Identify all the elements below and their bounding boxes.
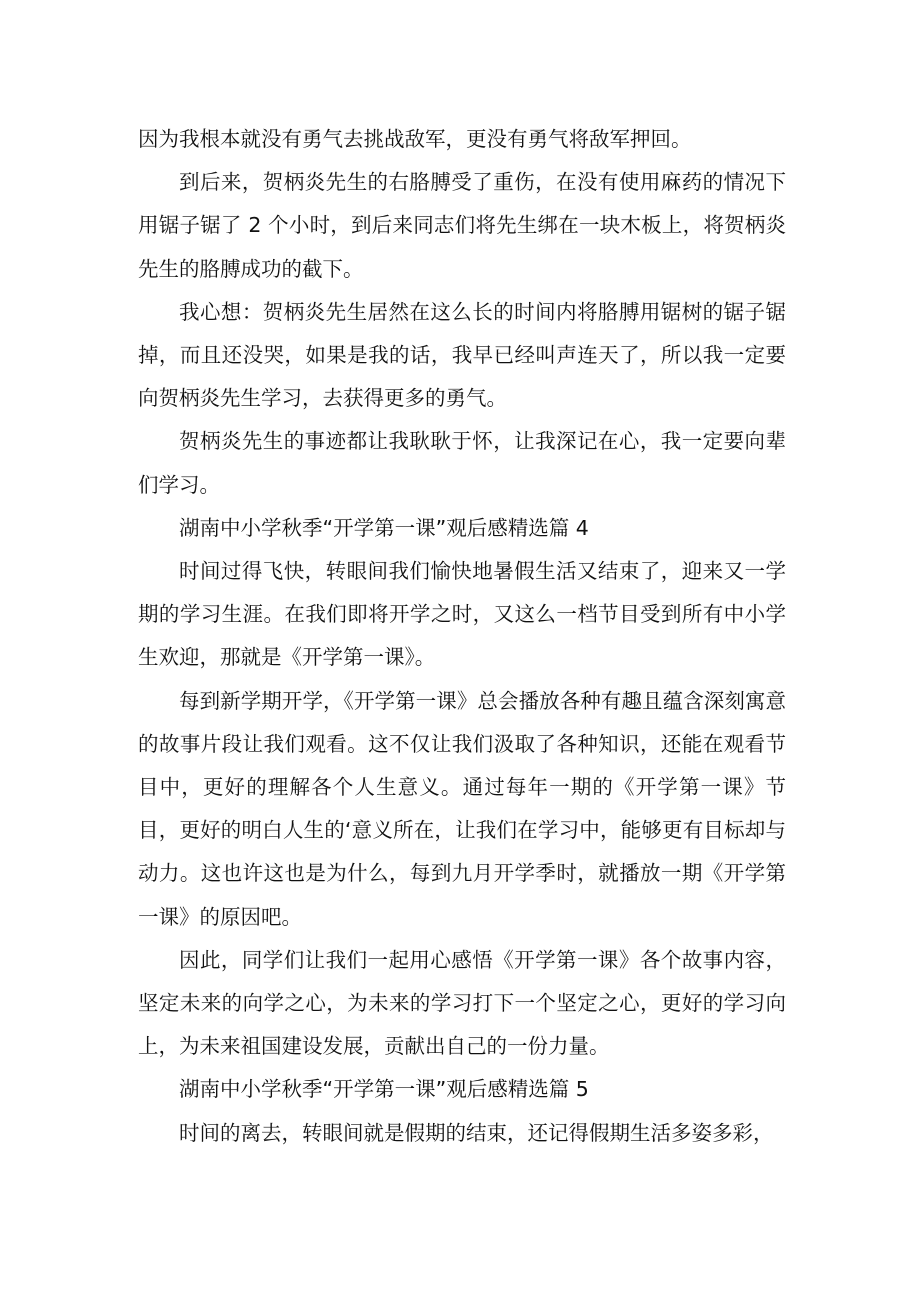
paragraph: 到后来，贺柄炎先生的右胳膊受了重伤，在没有使用麻药的情况下用锯子锯了 2 个小时，到后来同志们将先生绑在一块木板上，将贺柄炎先生的胳膊成功的截下。: [138, 170, 786, 281]
paragraph: 贺柄炎先生的事迹都让我耿耿于怀，让我深记在心，我一定要向辈们学习。: [138, 429, 786, 497]
paragraph: 因此，同学们让我们一起用心感悟《开学第一课》各个故事内容，坚定未来的向学之心，为未来的学习打下一个坚定之心，更好的学习向上，为未来祖国建设发展，贡献出自己的一份力量。: [138, 947, 786, 1059]
section-heading: 湖南中小学秋季“开学第一课”观后感精选篇 4: [179, 515, 589, 540]
paragraph: 我心想：贺柄炎先生居然在这么长的时间内将胳膊用锯树的锯子锯掉，而且还没哭，如果是我的话，我早已经叫声连天了，所以我一定要向贺柄炎先生学习，去获得更多的勇气。: [138, 299, 786, 411]
section-heading: 湖南中小学秋季“开学第一课”观后感精选篇 5: [179, 1077, 589, 1102]
paragraph: 每到新学期开学，《开学第一课》总会播放各种有趣且蕴含深刻寓意的故事片段让我们观看。这不仅让我们汲取了各种知识，还能在观看节目中，更好的理解各个人生意义。通过每年一期的《开学第一课》节目，更好的明白人生的‘意义所在，让我们在学习中，能够更有目标却与动力。这也许这也是为什么，每到九月开学季时，就播放一期《开学第一课》的原因吧。: [138, 688, 786, 929]
paragraph: 时间过得飞快，转眼间我们愉快地暑假生活又结束了，迎来又一学期的学习生涯。在我们即将开学之时，又这么一档节目受到所有中小学生欢迎，那就是《开学第一课》。: [138, 559, 786, 670]
document-body: [138, 118, 786, 1155]
paragraph-continuation: 因为我根本就没有勇气去挑战敌军，更没有勇气将敌军押回。: [138, 127, 692, 151]
paragraph: 时间的离去，转眼间就是假期的结束，还记得假期生活多姿多彩，: [179, 1120, 774, 1145]
